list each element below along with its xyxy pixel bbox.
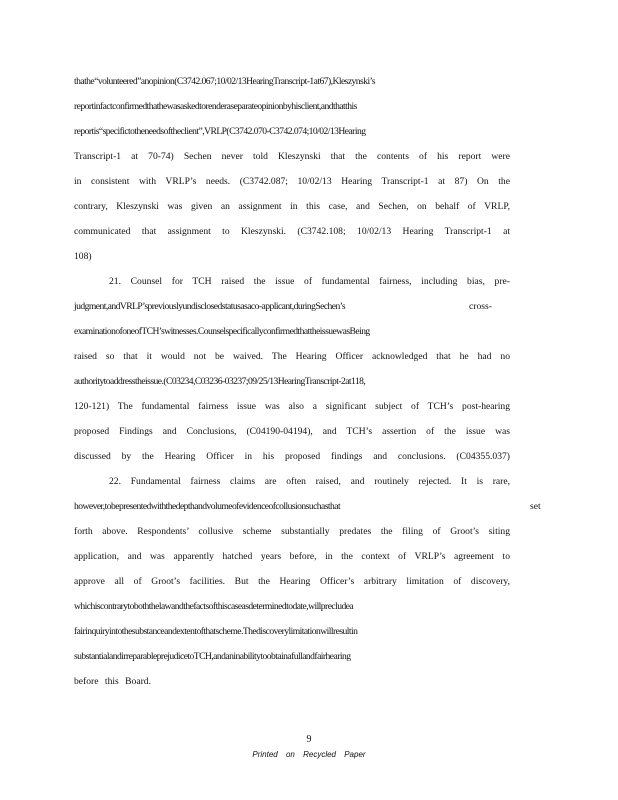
text-line-5: in consistent with VRLP’s needs. (C3742.087; 10/02/13 Hearing Transcript-1 at 87) On the: [74, 176, 510, 187]
text-line-22: whichiscontrarytoboththelawandthefactsofthiscaseasdeterminedtodate,willprecludea: [74, 601, 354, 612]
paragraph-22-start: 22. Fundamental fairness claims are often raised, and routinely rejected. It is rare,: [109, 476, 510, 487]
text-line-23: fairinquiryintothesubstanceandextentofthatscheme.Thediscoverylimitationwillresultin: [74, 626, 358, 637]
text-line-8: 108): [74, 251, 92, 262]
text-line-25: before this Board.: [74, 676, 152, 687]
text-line-21: approve all of Groot’s facilities. But the Hearing Officer’s arbitrary limitation of discovery,: [74, 576, 510, 587]
footer-note: Printed on Recycled Paper: [252, 750, 366, 759]
text-line-15: proposed Findings and Conclusions, (C04190-04194), and TCH’s assertion of the issue was: [74, 426, 510, 437]
text-line-10: judgment,andVRLP’spreviouslyundisclosedstatusasaco-applicant,duringSechen’s: [74, 301, 346, 312]
text-line-12: raised so that it would not be waived. The Hearing Officer acknowledged that he had no: [74, 351, 510, 362]
text-line-20: application, and was apparently hatched years before, in the context of VRLP’s agreement to: [74, 551, 510, 562]
text-line-1: thathe“volunteered”anopinion(C3742.067;10/02/13HearingTranscript-1at67),Kleszynski’s: [74, 76, 375, 87]
text-line-2: reportinfactconfirmedthathewasaskedtorenderaseparateopinionbyhisclient,andthatthis: [74, 101, 357, 112]
text-line-13: authoritytoaddresstheissue.(C03234,C03236-03237;09/25/13HearingTranscript-2at118,: [74, 376, 366, 387]
paragraph-21-start: 21. Counsel for TCH raised the issue of fundamental fairness, including bias, pre-: [109, 276, 510, 287]
text-line-3: reportis“specifictotheneedsoftheclient”,VRLP(C3742.070-C3742.074;10/02/13Hearing: [74, 126, 366, 137]
text-line-18: however,tobepresentedwiththedepthandvolumeofevidenceofcollusionsuchasthat: [74, 501, 341, 512]
text-line-11: examinationofoneofTCH’switnesses.CounselspecificallyconfirmedthattheissuewasBeing: [74, 326, 370, 337]
text-line-18-tail: set: [530, 501, 541, 512]
text-line-19: forth above. Respondents’ collusive scheme substantially predates the filing of Groot’s siting: [74, 526, 510, 537]
text-line-7: communicated that assignment to Kleszynski. (C3742.108; 10/02/13 Hearing Transcript-1 at: [74, 226, 510, 237]
text-line-14: 120-121) The fundamental fairness issue was also a significant subject of TCH’s post-hearing: [74, 401, 510, 412]
text-line-4: Transcript-1 at 70-74) Sechen never told Kleszynski that the contents of his report were: [74, 151, 510, 162]
text-line-16: discussed by the Hearing Officer in his proposed findings and conclusions. (C04355.037): [74, 451, 510, 462]
text-line-24: substantialandirreparableprejudicetoTCH,andaninabilitytoobtainafullandfairhearing: [74, 651, 351, 662]
text-line-6: contrary, Kleszynski was given an assignment in this case, and Sechen, on behalf of VRLP,: [74, 201, 510, 212]
page-number: 9: [306, 734, 312, 745]
text-line-10-tail: cross-: [469, 301, 492, 312]
